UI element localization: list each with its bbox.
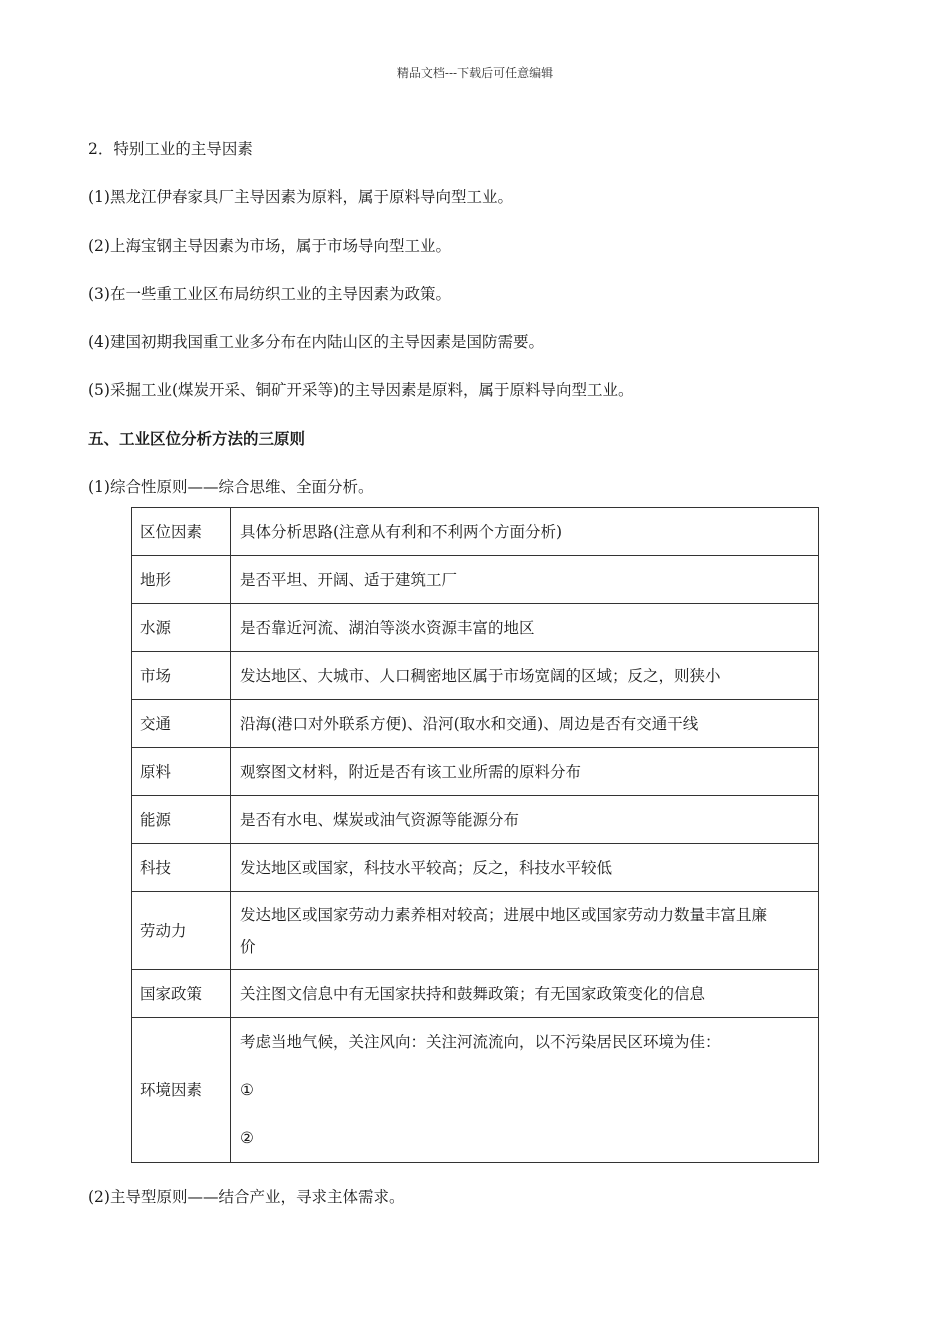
analysis-line: ① [240,1081,254,1099]
analysis-cell: 发达地区、大城市、人口稠密地区属于市场宽阔的区域；反之，则狭小 [231,652,819,700]
factor-cell: 原料 [132,748,231,796]
list-item: (5)采掘工业(煤炭开采、铜矿开采等)的主导因素是原料，属于原料导向型工业。 [88,381,634,399]
analysis-cell: 发达地区或国家，科技水平较高；反之，科技水平较低 [231,844,819,892]
analysis-line: 价 [240,937,256,956]
table-row [132,748,819,796]
analysis-line: 发达地区或国家劳动力素养相对较高；进展中地区或国家劳动力数量丰富且廉 [240,905,768,924]
factor-cell: 国家政策 [132,970,231,1018]
analysis-line: 考虑当地气候，关注风向：关注河流流向，以不污染居民区环境为佳： [240,1033,721,1051]
table-row [132,892,819,970]
location-factors-table [131,507,819,1163]
analysis-cell [231,1018,819,1163]
analysis-cell: 是否平坦、开阔、适于建筑工厂 [231,556,819,604]
factor-cell: 地形 [132,556,231,604]
analysis-cell [231,892,819,970]
section-2-title: 2．特别工业的主导因素 [88,140,253,158]
factor-cell: 科技 [132,844,231,892]
principle-1: (1)综合性原则——综合思维、全面分析。 [88,478,374,496]
factor-cell: 劳动力 [132,892,231,970]
factor-cell: 环境因素 [132,1018,231,1163]
analysis-cell: 沿海(港口对外联系方便)、沿河(取水和交通)、周边是否有交通干线 [231,700,819,748]
principle-2: (2)主导型原则——结合产业，寻求主体需求。 [88,1188,405,1206]
list-item: (2)上海宝钢主导因素为市场，属于市场导向型工业。 [88,237,451,255]
table-header-cell: 具体分析思路(注意从有利和不利两个方面分析) [231,508,819,556]
table-header-cell: 区位因素 [132,508,231,556]
table-row [132,1018,819,1163]
table-row [132,556,819,604]
analysis-cell: 是否有水电、煤炭或油气资源等能源分布 [231,796,819,844]
section-5-title: 五、工业区位分析方法的三原则 [88,429,306,448]
table-row [132,844,819,892]
table-row [132,604,819,652]
page-header: 精品文档---下载后可任意编辑 [396,66,554,80]
analysis-cell: 关注图文信息中有无国家扶持和鼓舞政策；有无国家政策变化的信息 [231,970,819,1018]
analysis-cell: 观察图文材料，附近是否有该工业所需的原料分布 [231,748,819,796]
analysis-line: ② [240,1129,254,1147]
analysis-cell: 是否靠近河流、湖泊等淡水资源丰富的地区 [231,604,819,652]
table-row [132,796,819,844]
list-item: (3)在一些重工业区布局纺织工业的主导因素为政策。 [88,285,451,303]
factor-cell: 能源 [132,796,231,844]
list-item: (1)黑龙江伊春家具厂主导因素为原料，属于原料导向型工业。 [88,188,513,206]
factor-cell: 市场 [132,652,231,700]
table-row [132,652,819,700]
factor-cell: 水源 [132,604,231,652]
table-header-row [132,508,819,556]
factor-cell: 交通 [132,700,231,748]
table-row [132,970,819,1018]
table-row [132,700,819,748]
list-item: (4)建国初期我国重工业多分布在内陆山区的主导因素是国防需要。 [88,333,544,351]
